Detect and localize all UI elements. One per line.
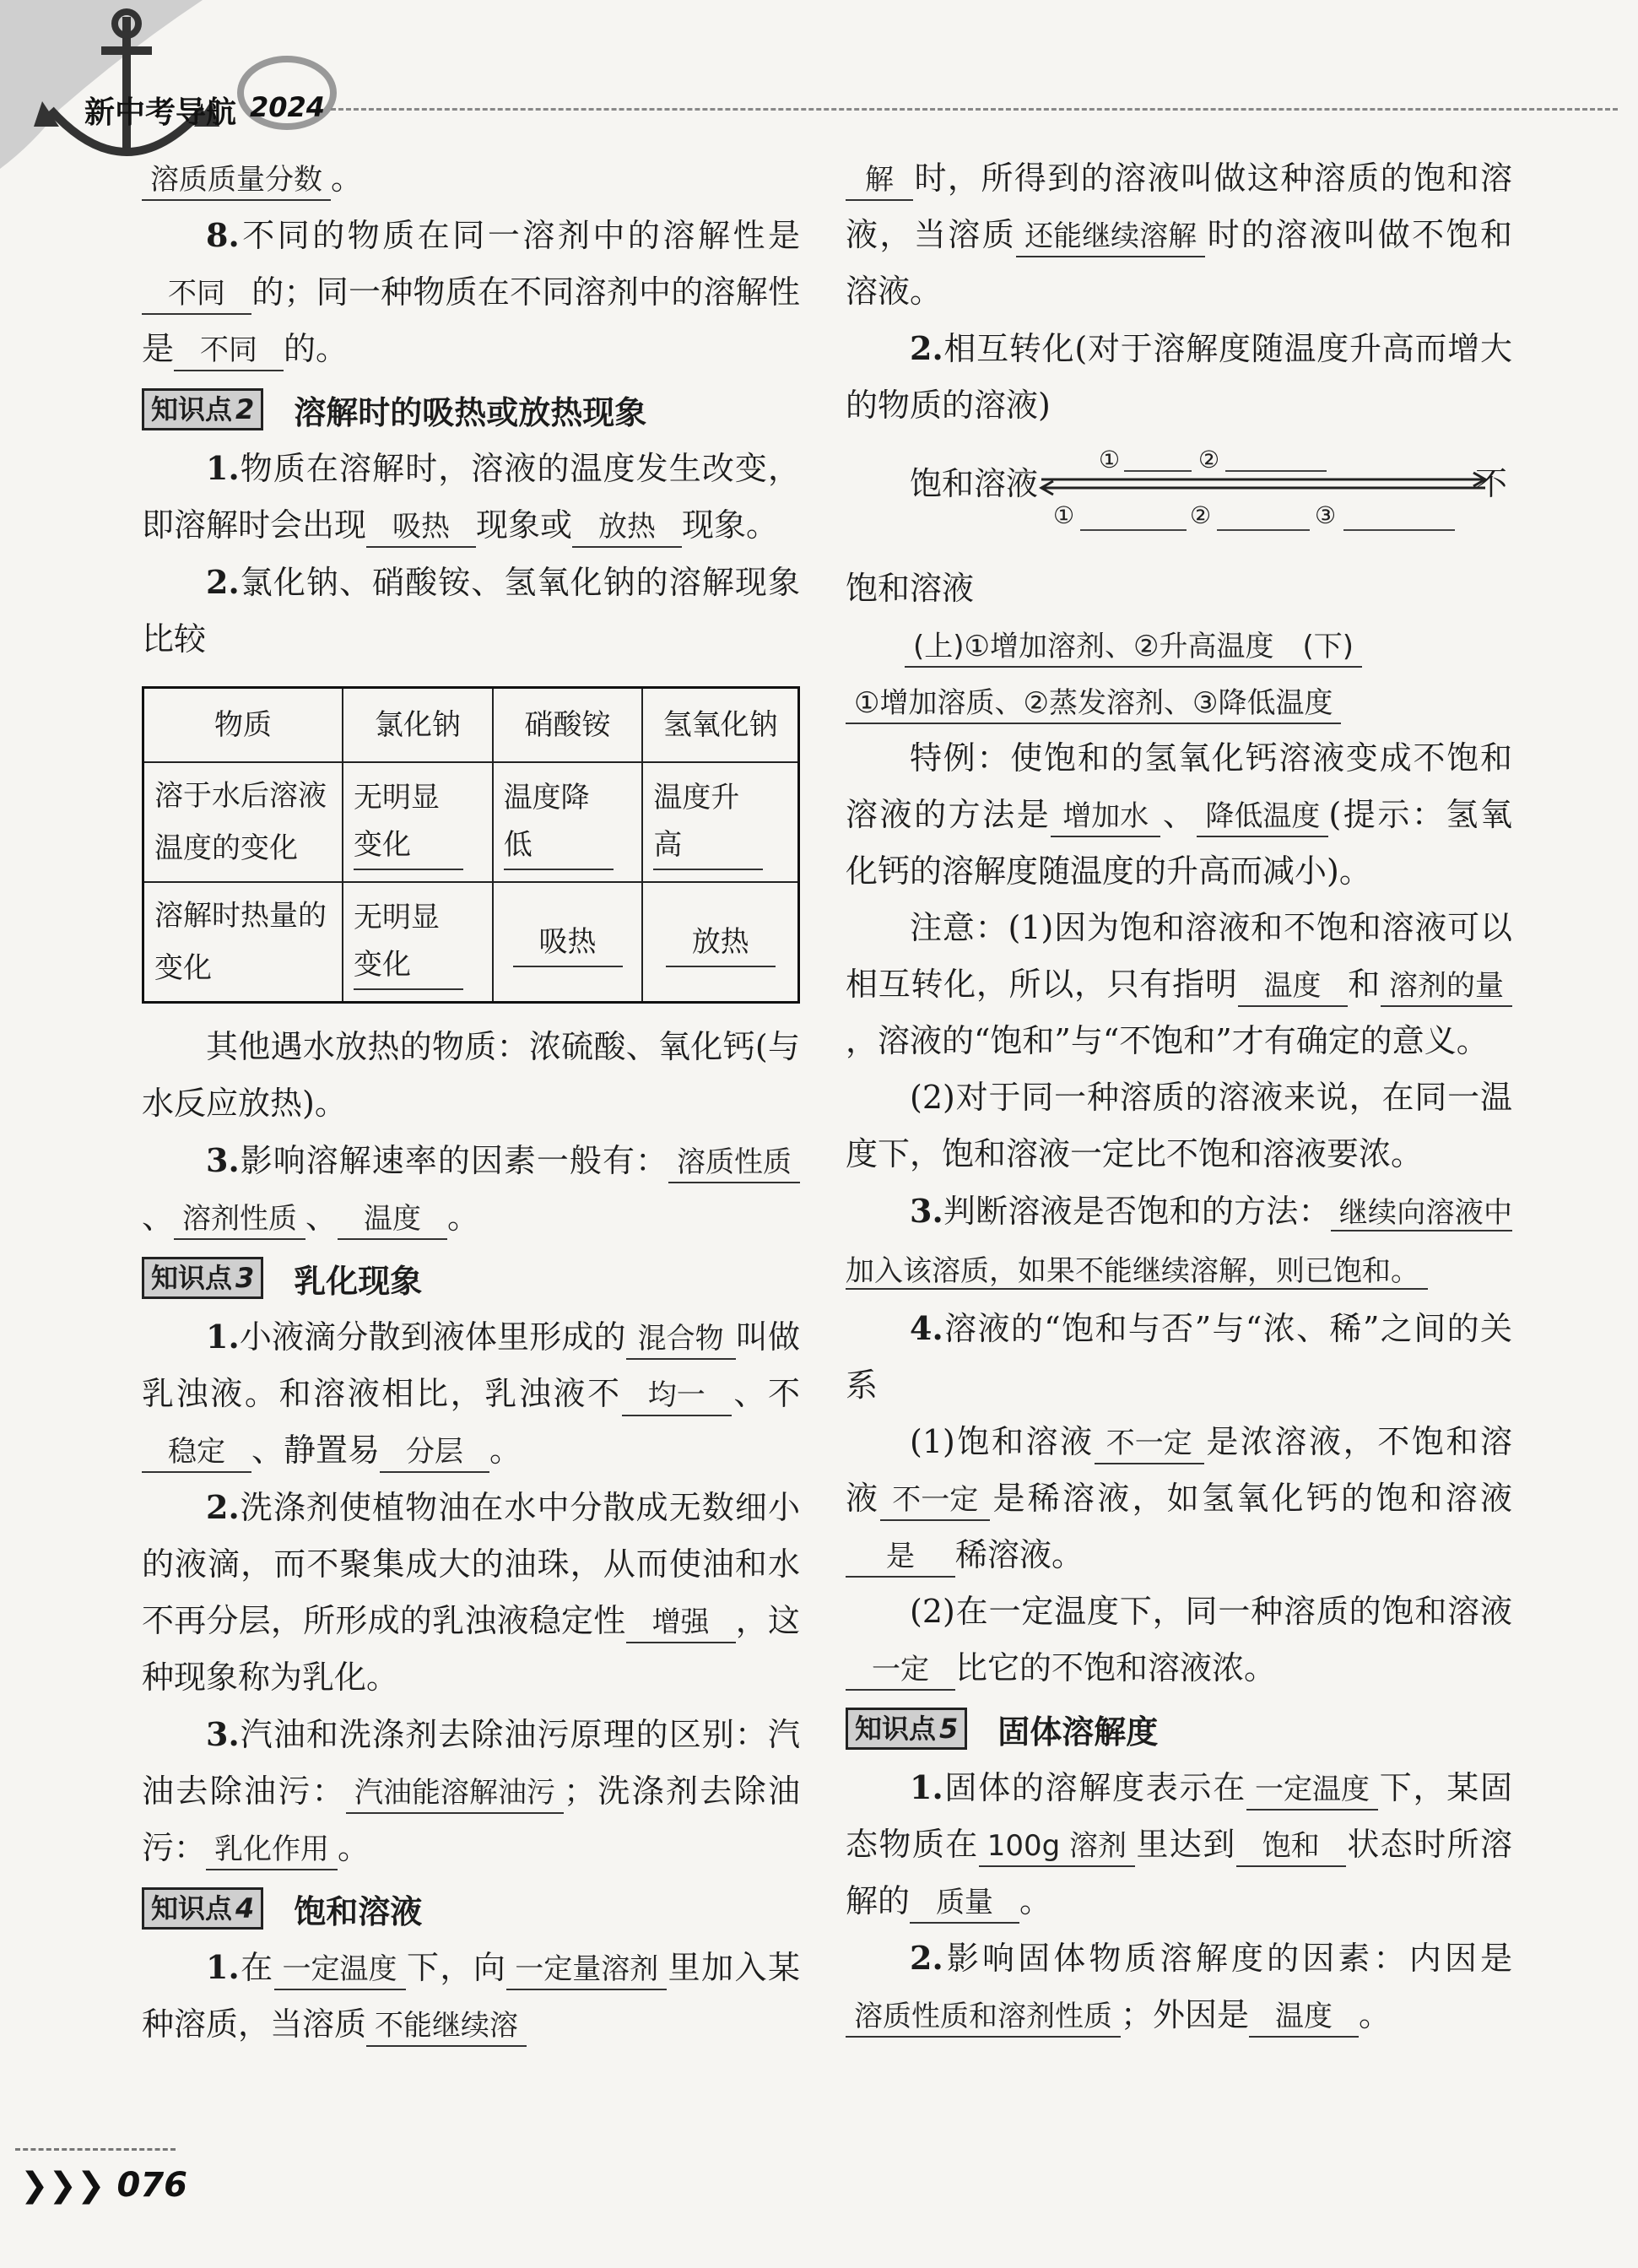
note-2: (2)对于同一种溶质的溶液来说，在同一温度下，饱和溶液一定比不饱和溶液要浓。 <box>846 1079 1512 1172</box>
conversion-answer-top: (上)①增加溶剂、②升高温度 (下) <box>846 617 1512 674</box>
table-cell: 温度降低 <box>493 762 643 882</box>
answer-blank: 均一 <box>622 1376 732 1416</box>
section-title: 溶解时的吸热或放热现象 <box>294 393 647 431</box>
table-header: 硝酸铵 <box>493 688 643 763</box>
page-number: ❯❯❯ 076 <box>20 2166 187 2205</box>
kp4-item-4-2: (2)在一定温度下，同一种溶质的饱和溶液一定 比它的不饱和溶液浓。 <box>846 1583 1512 1697</box>
answer-blank: 一定 <box>846 1650 955 1691</box>
answer-blank: 温度 <box>338 1199 447 1240</box>
answer-blank: 溶剂的量 <box>1381 966 1512 1007</box>
answer-blank: 饱和 <box>1236 1827 1346 1867</box>
table-row <box>143 882 799 1003</box>
double-arrow-icon <box>846 442 1512 544</box>
answer-blank: 降低温度 <box>1197 797 1328 837</box>
kp5-item-2: 2.影响固体物质溶解度的因素：内因是溶质性质和溶剂性质 ；外因是 温度 。 <box>846 1930 1512 2043</box>
table-cell: 温度升高 <box>642 762 798 882</box>
diagram-continuation: 饱和溶液 <box>846 570 975 607</box>
answer-blank: 稳定 <box>142 1432 251 1473</box>
double-chevron-icon: ❯❯❯ <box>20 2166 105 2205</box>
table-cell: 无明显变化 <box>343 762 493 882</box>
answer-blank: 不同 <box>142 274 251 315</box>
item-8: 8.不同的物质在同一溶剂中的溶解性是不同 的；同一种物质在不同溶剂中的溶解性是 不同 的。 <box>142 207 800 377</box>
answer-blank: 溶剂性质 <box>174 1199 305 1240</box>
answer-blank: 溶质性质和溶剂性质 <box>846 1997 1121 2038</box>
answer-blank: 乳化作用 <box>206 1830 338 1870</box>
answer-blank: 分层 <box>380 1432 489 1473</box>
answer-blank: 增强 <box>626 1603 736 1643</box>
answer-blank: 溶质性质 <box>668 1143 800 1183</box>
section-title: 固体溶解度 <box>997 1713 1159 1751</box>
answer-blank: 一定量溶剂 <box>506 1950 667 1990</box>
footer-divider <box>15 2148 176 2151</box>
page-header <box>0 0 1638 169</box>
kp4-item-1: 1.在 一定温度 下，向 一定量溶剂 里加入某种溶质，当溶质 不能继续溶 <box>142 1939 800 2053</box>
kp2-item-2: 2.氯化钠、硝酸铵、氢氧化钠的溶解现象比较 <box>142 563 800 658</box>
table-cell: 无明显变化 <box>343 882 493 1003</box>
table-header: 氢氧化钠 <box>642 688 798 763</box>
answer-blank: 一定温度 <box>1246 1770 1378 1811</box>
knowledge-point-badge: 知识点 2 <box>142 388 263 430</box>
table-header-row <box>143 688 799 763</box>
table-row <box>143 762 799 882</box>
table-header: 氯化钠 <box>343 688 493 763</box>
answer-blank: 增加水 <box>1051 797 1160 837</box>
kp4-item-1-continued: 解 时，所得到的溶液叫做这种溶质的饱和溶液，当溶质 还能继续溶解 时的溶液叫做不饱和溶液。 <box>846 160 1512 310</box>
answer-blank: 汽油能溶解油污 <box>346 1773 564 1814</box>
dissolution-comparison-table <box>142 686 800 1004</box>
table-row-label: 溶解时热量的变化 <box>143 882 343 1003</box>
answer-blank: 解 <box>846 160 913 201</box>
kp3-item-3: 3.汽油和洗涤剂去除油污原理的区别：汽油去除油污： 汽油能溶解油污 ；洗涤剂去除油污： 乳化作用 。 <box>142 1706 800 1876</box>
answer-blank: 吸热 <box>366 507 476 548</box>
other-exothermic-note: 其他遇水放热的物质：浓硫酸、氧化钙(与水反应放热)。 <box>142 1028 800 1122</box>
answer-blank: 混合物 <box>626 1319 736 1360</box>
brand-title: 新中考导航 <box>84 95 237 130</box>
answer-blank: 溶质质量分数 <box>142 160 331 201</box>
table-cell: 吸热 <box>493 882 643 1003</box>
right-column <box>846 150 1512 2043</box>
table-cell: 放热 <box>642 882 798 1003</box>
answer-blank: 不能继续溶 <box>366 2006 527 2047</box>
anchor-logo-icon <box>0 0 338 169</box>
knowledge-point-4-heading <box>142 1881 800 1935</box>
knowledge-point-5-heading <box>846 1702 1512 1756</box>
knowledge-point-badge: 知识点 5 <box>846 1708 967 1750</box>
answer-blank: 温度 <box>1238 966 1348 1007</box>
answer-blank: 质量 <box>910 1883 1019 1924</box>
answer-blank: 还能继续溶解 <box>1016 217 1205 257</box>
knowledge-point-2-heading <box>142 382 800 436</box>
answer-blank: 100g 溶剂 <box>979 1827 1135 1867</box>
answer-blank: 一定温度 <box>274 1950 406 1990</box>
kp2-item-3: 3.影响溶解速率的因素一般有： 溶质性质、 溶剂性质 、 温度 。 <box>142 1132 800 1246</box>
answer-blank: 是 <box>846 1537 955 1578</box>
header-divider <box>331 108 1618 111</box>
kp3-item-2: 2.洗涤剂使植物油在水中分散成无数细小的液滴，而不聚集成大的油珠，从而使油和水不再分层，所形成的乳浊液稳定性 增强 ，这种现象称为乳化。 <box>142 1488 800 1696</box>
brand-year: 2024 <box>250 91 326 123</box>
answer-blank: 不一定 <box>1095 1424 1204 1464</box>
left-column <box>142 150 800 2053</box>
kp5-item-1: 1.固体的溶解度表示在 一定温度 下，某固态物质在 100g 溶剂 里达到 饱和 状态时所溶解的 质量 。 <box>846 1759 1512 1930</box>
kp3-item-1: 1.小液滴分散到液体里形成的 混合物 叫做乳浊液。和溶液相比，乳浊液不 均一 、不稳定 、静置易 分层 。 <box>142 1308 800 1479</box>
kp4-item-4-1: (1)饱和溶液 不一定 是浓溶液，不饱和溶液 不一定 是稀溶液，如氢氧化钙的饱和溶液是 稀溶液。 <box>846 1414 1512 1583</box>
kp4-item-3: 3.判断溶液是否饱和的方法： 继续向溶液中加入该溶质，如果不能继续溶解，则已饱和。 <box>846 1192 1512 1288</box>
answer-blank: 温度 <box>1249 1997 1359 2038</box>
knowledge-point-badge: 知识点 3 <box>142 1257 263 1299</box>
table-row-label: 溶于水后溶液温度的变化 <box>143 762 343 882</box>
kp4-item-2: 2.相互转化(对于溶解度随温度升高而增大的物质的溶液) <box>846 329 1512 424</box>
knowledge-point-badge: 知识点 4 <box>142 1887 263 1930</box>
answer-blank: 不一定 <box>880 1480 990 1521</box>
kp2-item-1: 1.物质在溶解时，溶液的温度发生改变，即溶解时会出现 吸热 现象或 放热 现象。 <box>142 440 800 554</box>
knowledge-point-3-heading <box>142 1251 800 1305</box>
section-title: 乳化现象 <box>294 1262 423 1300</box>
conversion-answer-bottom: ①增加溶质、②蒸发溶剂、③降低温度 <box>846 674 1512 730</box>
conversion-diagram: 饱和溶液 ① ② ① ② ③ 不 <box>846 442 1512 560</box>
answer-blank: 放热 <box>572 507 682 548</box>
kp4-item-4: 4.溶液的“饱和与否”与“浓、稀”之间的关系 <box>846 1309 1512 1404</box>
special-case: 特例：使饱和的氢氧化钙溶液变成不饱和溶液的方法是 增加水 、 降低温度 (提示：氢氧化钙的溶解度随温度的升高而减小)。 <box>846 739 1512 890</box>
answer-blank: 不同 <box>174 331 284 371</box>
answer-blank: 继续向溶液中加入该溶质，如果不能继续溶解，则已饱和。 <box>846 1196 1512 1288</box>
paragraph-continuation: 溶质质量分数 。 <box>142 150 800 207</box>
table-header: 物质 <box>143 688 343 763</box>
section-title: 饱和溶液 <box>294 1892 423 1930</box>
diagram-left-label: 饱和溶液 <box>910 465 1039 502</box>
diagram-right-label: 不 <box>1475 465 1508 502</box>
note-1: 注意：(1)因为饱和溶液和不饱和溶液可以相互转化，所以，只有指明 温度 和 溶剂的量，溶液的“饱和”与“不饱和”才有确定的意义。 <box>846 909 1512 1059</box>
